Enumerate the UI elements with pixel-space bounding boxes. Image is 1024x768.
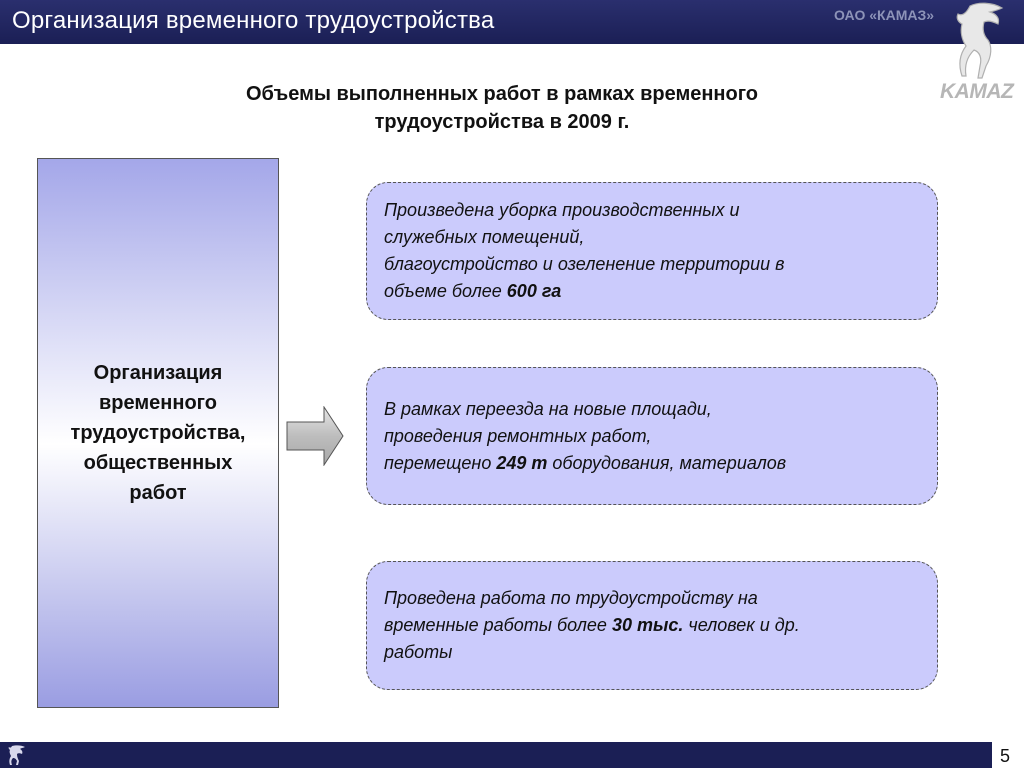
- info-box-employment: [366, 561, 938, 690]
- info-box-text: [384, 396, 786, 477]
- heading-line: трудоустройства в 2009 г.: [374, 111, 630, 133]
- info-text: оборудования, материалов: [547, 452, 787, 473]
- left-panel-line: трудоустройства,: [70, 422, 246, 444]
- info-line: проведения ремонтных работ,: [384, 425, 652, 446]
- kamaz-logo-text: KAMAZ: [940, 80, 1014, 103]
- kamaz-horse-logo-icon: [948, 0, 1010, 80]
- info-line: служебных помещений,: [384, 227, 585, 247]
- info-line: [384, 450, 786, 477]
- left-panel-line: работ: [129, 482, 187, 504]
- info-line: Произведена уборка производственных и: [384, 200, 740, 220]
- info-highlight-value: 30 тыс.: [611, 615, 684, 635]
- footer-bar: [0, 742, 1024, 768]
- info-highlight-value: 249 т: [496, 452, 548, 473]
- info-box-cleaning: [366, 182, 938, 320]
- info-highlight-value: 600 га: [506, 281, 562, 301]
- info-line: Проведена работа по трудоустройству на: [384, 588, 758, 608]
- info-line: [384, 278, 784, 305]
- content-heading: [150, 80, 854, 136]
- left-panel-line: Организация: [93, 362, 223, 384]
- left-panel-line: временного: [99, 392, 217, 414]
- page-number: 5: [1000, 746, 1011, 766]
- info-line: [384, 612, 800, 639]
- right-arrow-icon: [286, 406, 344, 466]
- info-line: В рамках переезда на новые площади,: [384, 398, 712, 419]
- heading-line: Объемы выполненных работ в рамках временного: [245, 83, 759, 105]
- company-name: ОАО «КАМАЗ»: [834, 7, 935, 23]
- kamaz-small-logo-icon: [6, 744, 28, 766]
- info-text: человек и др.: [683, 615, 800, 635]
- info-box-relocation: [366, 367, 938, 505]
- left-panel-text: [71, 358, 246, 508]
- info-box-text: [384, 197, 784, 305]
- slide-title: Организация временного трудоустройства: [12, 7, 495, 34]
- info-line: благоустройство и озеленение территории в: [384, 254, 785, 274]
- info-text: объеме более: [384, 281, 507, 301]
- info-line: работы: [384, 642, 453, 662]
- info-text: перемещено: [384, 452, 497, 473]
- info-box-text: [384, 585, 800, 666]
- left-panel: [37, 158, 279, 708]
- left-panel-line: общественных: [83, 452, 233, 474]
- info-text: временные работы более: [384, 615, 612, 635]
